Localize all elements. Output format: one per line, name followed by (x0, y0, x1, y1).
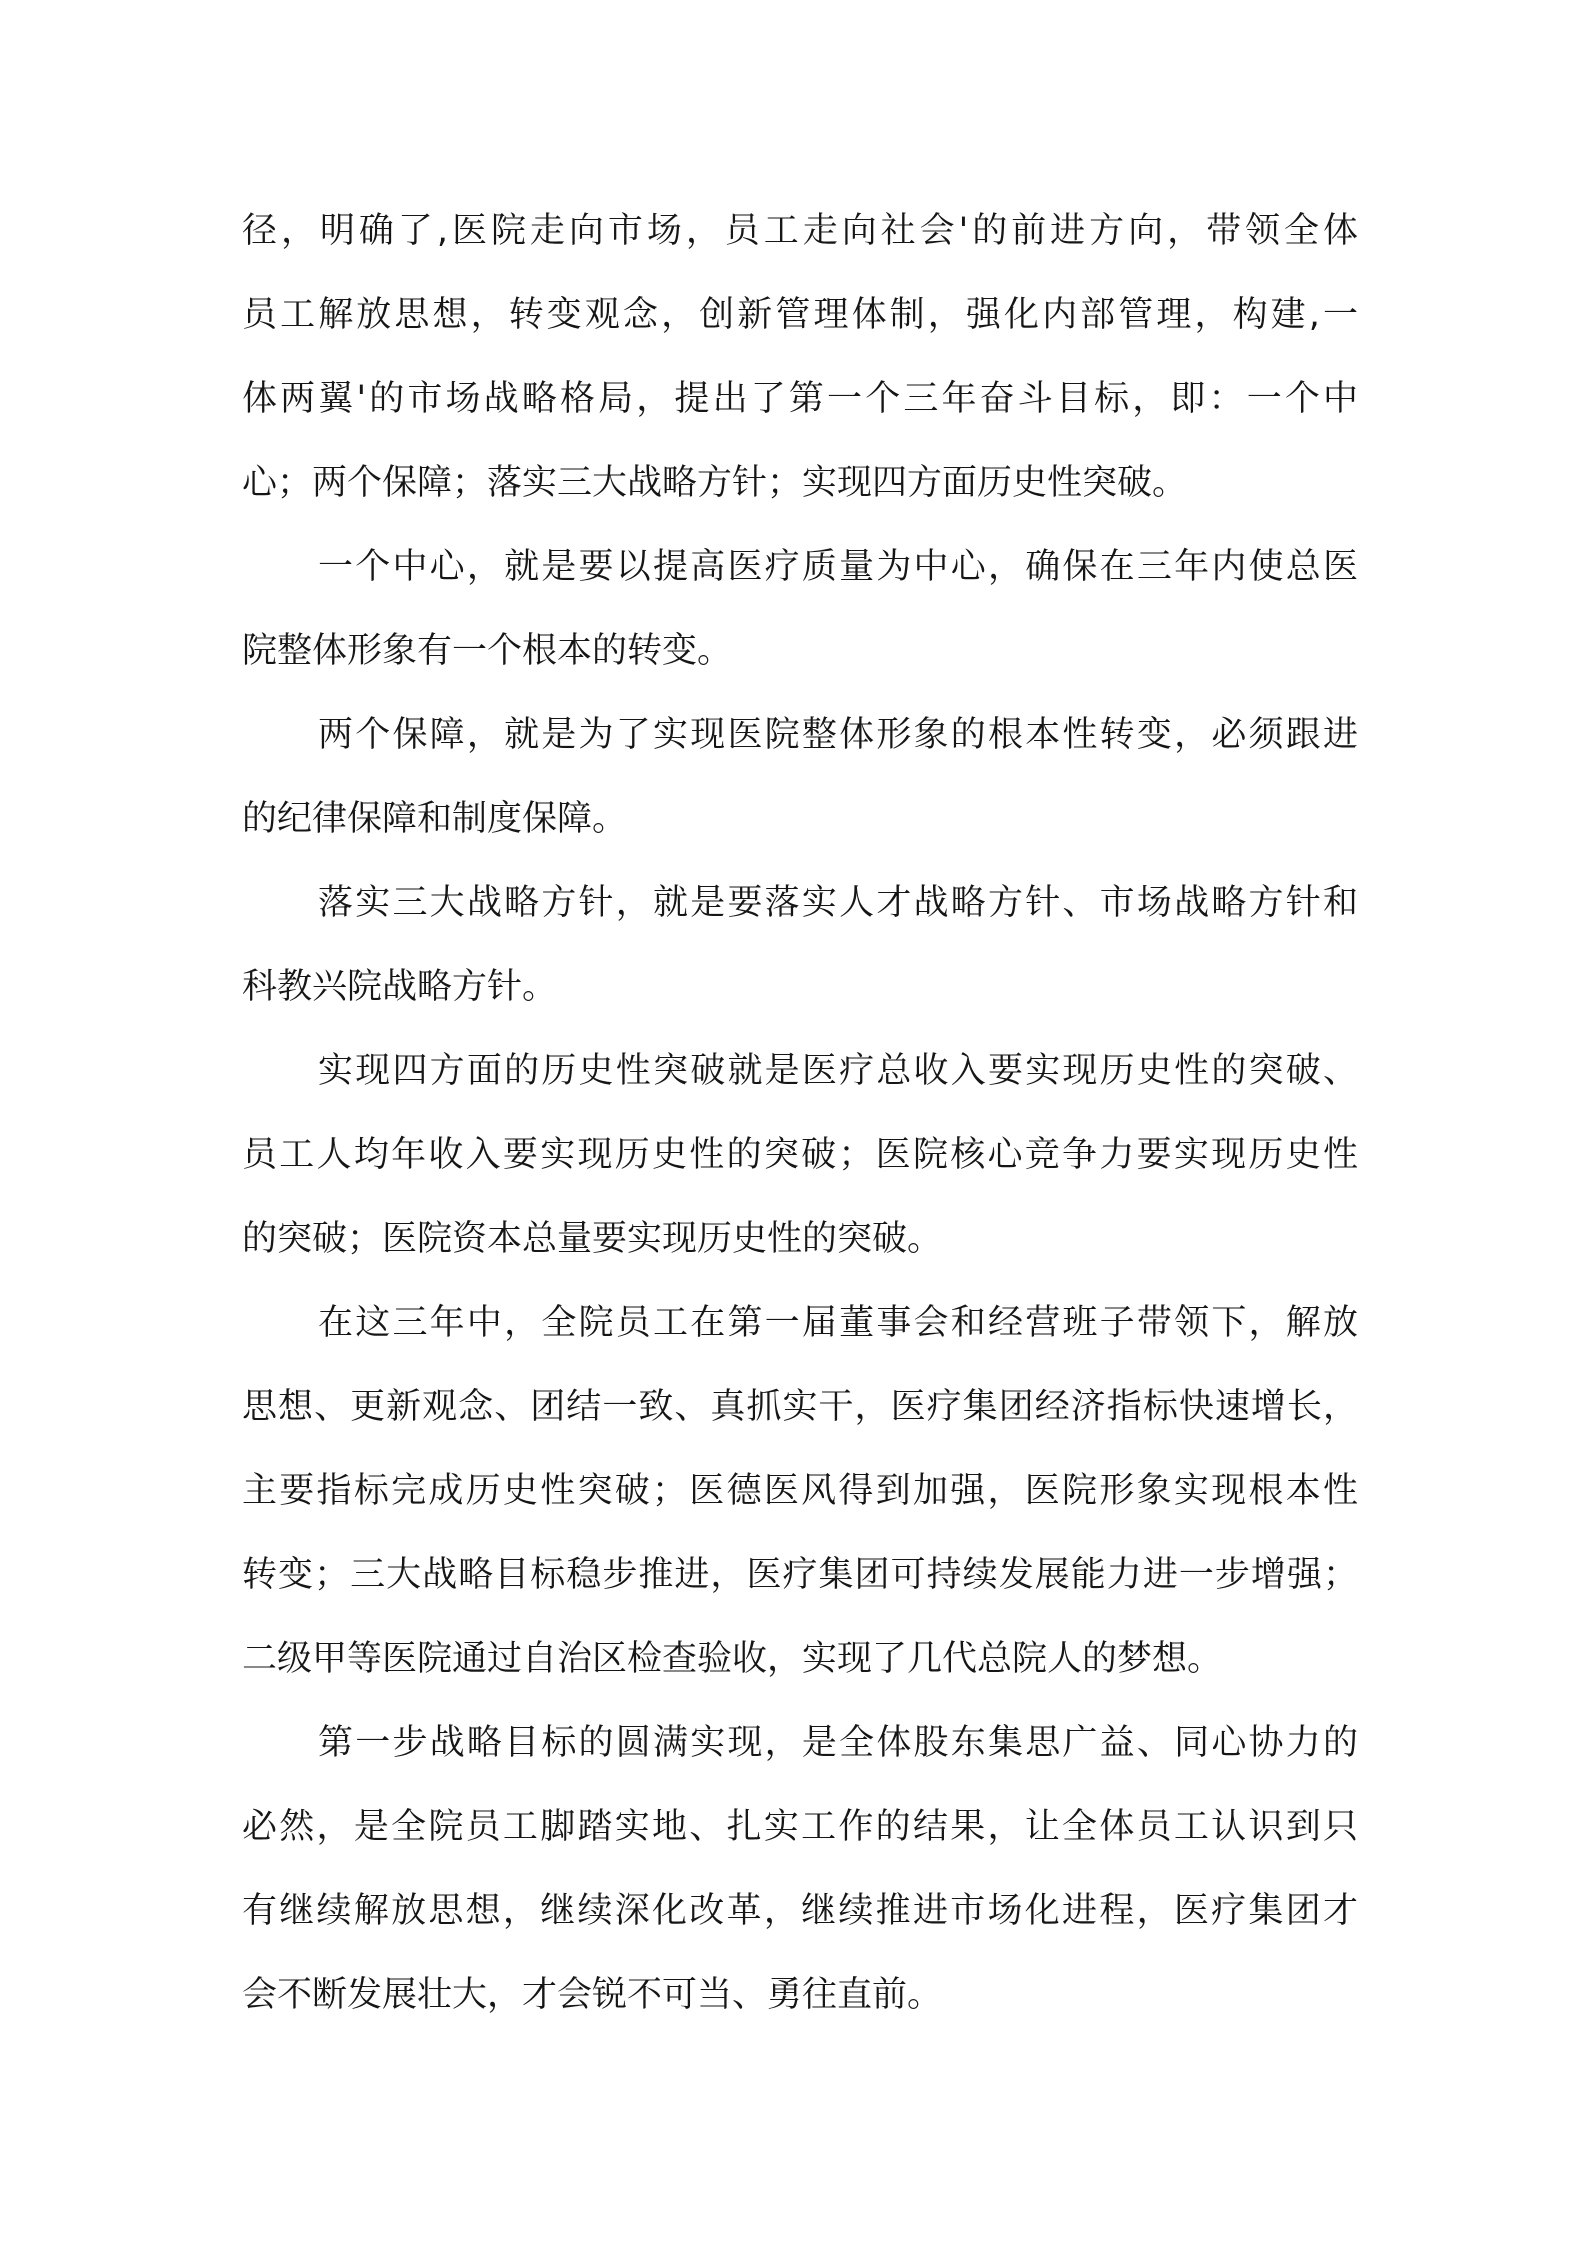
text-line: 主要指标完成历史性突破；医德医风得到加强，医院形象实现根本性 (242, 1471, 1358, 1511)
text-line: 转变；三大战略目标稳步推进，医疗集团可持续发展能力进一步增强； (242, 1555, 1358, 1595)
paragraph-first-step (242, 1701, 1358, 2037)
text-line: 体两翼'的市场战略格局，提出了第一个三年奋斗目标，即：一个中 (242, 379, 1358, 419)
paragraph-continued (242, 189, 1358, 525)
paragraph-one-center (242, 525, 1358, 693)
text-line: 在这三年中，全院员工在第一届董事会和经营班子带领下，解放 (318, 1303, 1358, 1343)
text-line: 的突破；医院资本总量要实现历史性的突破。 (242, 1219, 943, 1259)
paragraph-four-breakthroughs (242, 1029, 1358, 1281)
text-line: 科教兴院战略方针。 (242, 967, 558, 1007)
text-line: 一个中心，就是要以提高医疗质量为中心，确保在三年内使总医 (318, 547, 1358, 587)
text-line: 二级甲等医院通过自治区检查验收，实现了几代总院人的梦想。 (242, 1639, 1223, 1679)
text-line: 员工解放思想，转变观念，创新管理体制，强化内部管理，构建,一 (242, 295, 1358, 335)
text-line: 院整体形象有一个根本的转变。 (242, 631, 733, 671)
text-line: 两个保障，就是为了实现医院整体形象的根本性转变，必须跟进 (318, 715, 1358, 755)
document-body (242, 189, 1358, 2037)
text-line: 必然，是全院员工脚踏实地、扎实工作的结果，让全体员工认识到只 (242, 1807, 1358, 1847)
text-line: 的纪律保障和制度保障。 (242, 799, 628, 839)
text-line: 思想、更新观念、团结一致、真抓实干，医疗集团经济指标快速增长， (242, 1387, 1358, 1427)
text-line: 心；两个保障；落实三大战略方针；实现四方面历史性突破。 (242, 463, 1188, 503)
paragraph-three-years (242, 1281, 1358, 1701)
text-line: 员工人均年收入要实现历史性的突破；医院核心竞争力要实现历史性 (242, 1135, 1358, 1175)
text-line: 落实三大战略方针，就是要落实人才战略方针、市场战略方针和 (318, 883, 1358, 923)
paragraph-three-strategies (242, 861, 1358, 1029)
text-line: 实现四方面的历史性突破就是医疗总收入要实现历史性的突破、 (318, 1051, 1358, 1091)
text-line: 有继续解放思想，继续深化改革，继续推进市场化进程，医疗集团才 (242, 1891, 1358, 1931)
paragraph-two-guarantees (242, 693, 1358, 861)
text-line: 径，明确了,医院走向市场，员工走向社会'的前进方向，带领全体 (242, 211, 1358, 251)
text-line: 会不断发展壮大，才会锐不可当、勇往直前。 (242, 1975, 943, 2015)
text-line: 第一步战略目标的圆满实现，是全体股东集思广益、同心协力的 (318, 1723, 1358, 1763)
